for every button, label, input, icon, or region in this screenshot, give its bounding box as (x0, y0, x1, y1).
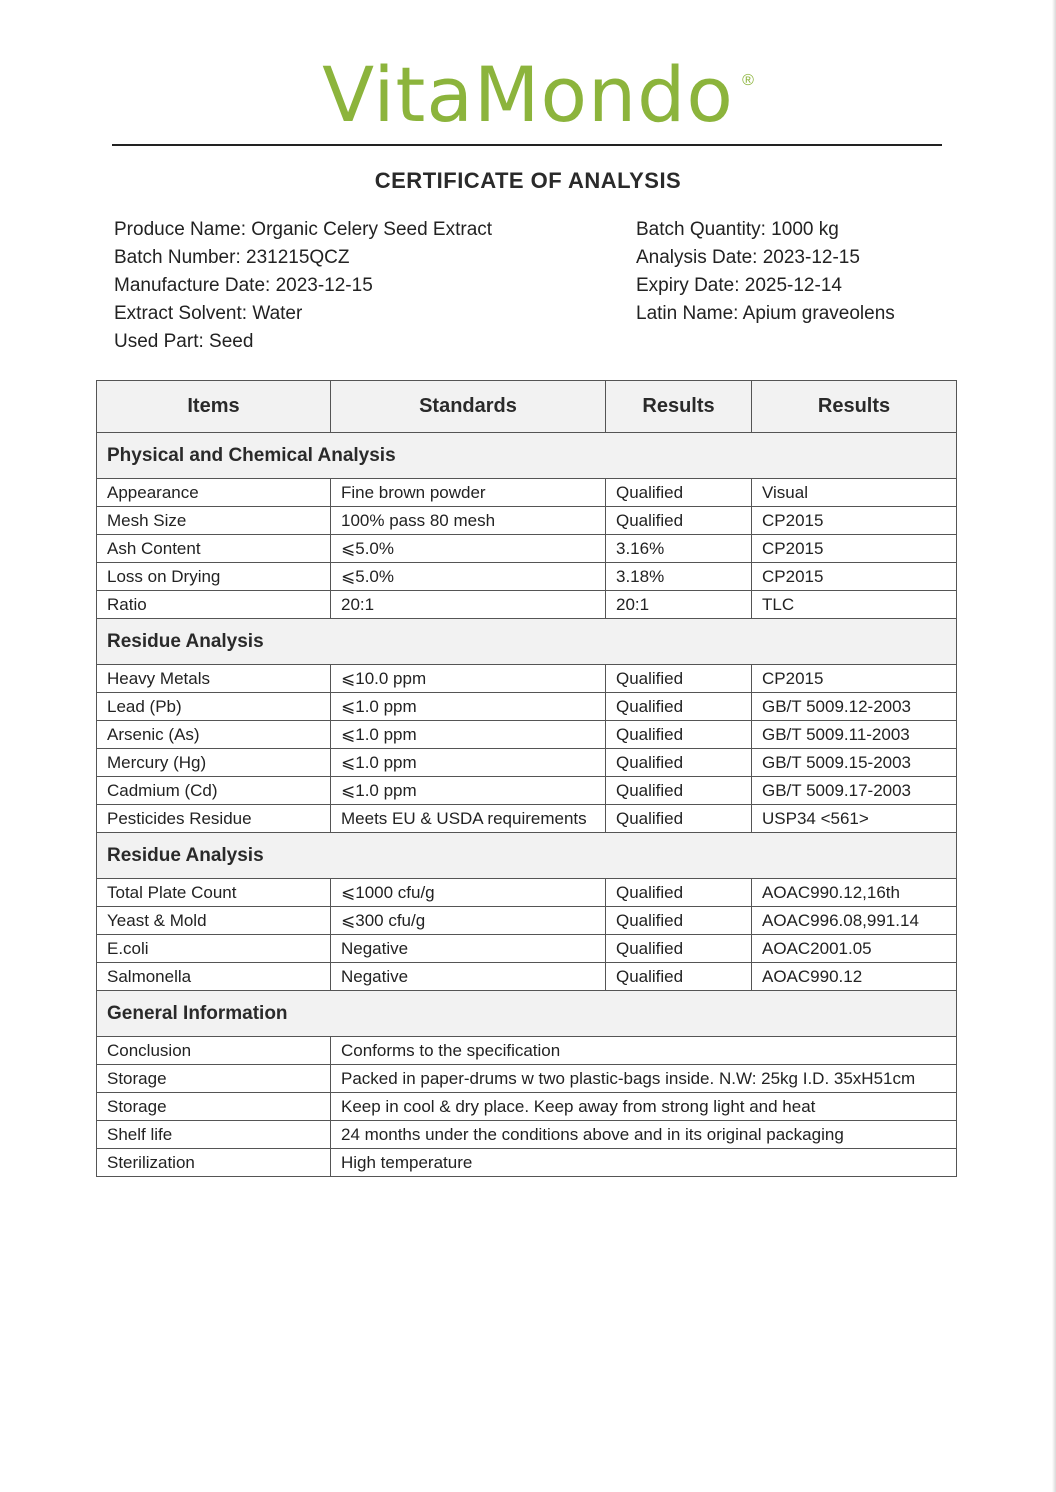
table-row (97, 479, 957, 507)
cell-standard: 20:1 (331, 591, 606, 619)
cell-item: Loss on Drying (97, 563, 331, 591)
brand-logo (0, 50, 1056, 140)
cell-method: CP2015 (752, 535, 957, 563)
cell-standard: Meets EU & USDA requirements (331, 805, 606, 833)
cell-description: High temperature (331, 1149, 957, 1177)
cell-item: Appearance (97, 479, 331, 507)
header-divider (112, 144, 942, 146)
section-title: Residue Analysis (97, 833, 957, 879)
cell-standard: ⩽5.0% (331, 563, 606, 591)
cell-standard: ⩽10.0 ppm (331, 665, 606, 693)
section-header (97, 433, 957, 479)
cell-description: Keep in cool & dry place. Keep away from strong light and heat (331, 1093, 957, 1121)
section-header (97, 991, 957, 1037)
used-part: Used Part: Seed (114, 331, 254, 352)
cell-method: AOAC990.12 (752, 963, 957, 991)
cell-result: Qualified (606, 721, 752, 749)
table-row (97, 907, 957, 935)
cell-standard: ⩽1.0 ppm (331, 777, 606, 805)
cell-result: Qualified (606, 749, 752, 777)
header-results: Results (606, 381, 752, 433)
cell-result: Qualified (606, 805, 752, 833)
table-row (97, 507, 957, 535)
cell-standard: Negative (331, 963, 606, 991)
table-row (97, 1065, 957, 1093)
section-title: General Information (97, 991, 957, 1037)
cell-method: GB/T 5009.15-2003 (752, 749, 957, 777)
cell-description: Conforms to the specification (331, 1037, 957, 1065)
analysis-table (96, 380, 957, 1177)
cell-item: Shelf life (97, 1121, 331, 1149)
cell-standard: Fine brown powder (331, 479, 606, 507)
cell-method: GB/T 5009.12-2003 (752, 693, 957, 721)
latin-name: Latin Name: Apium graveolens (636, 303, 895, 324)
cell-item: Salmonella (97, 963, 331, 991)
analysis-date: Analysis Date: 2023-12-15 (636, 247, 860, 268)
table-row (97, 963, 957, 991)
cell-method: GB/T 5009.11-2003 (752, 721, 957, 749)
table-row (97, 721, 957, 749)
cell-item: Conclusion (97, 1037, 331, 1065)
info-right-column (636, 216, 895, 328)
cell-item: Arsenic (As) (97, 721, 331, 749)
cell-result: Qualified (606, 777, 752, 805)
cell-standard: ⩽1.0 ppm (331, 749, 606, 777)
table-row (97, 1037, 957, 1065)
cell-standard: ⩽1000 cfu/g (331, 879, 606, 907)
cell-method: GB/T 5009.17-2003 (752, 777, 957, 805)
cell-method: USP34 <561> (752, 805, 957, 833)
page-edge (1052, 0, 1056, 1492)
cell-result: 20:1 (606, 591, 752, 619)
header-results-method: Results (752, 381, 957, 433)
table-row (97, 563, 957, 591)
cell-item: Sterilization (97, 1149, 331, 1177)
cell-item: Ash Content (97, 535, 331, 563)
section-title: Residue Analysis (97, 619, 957, 665)
cell-result: Qualified (606, 665, 752, 693)
table-row (97, 535, 957, 563)
cell-method: AOAC2001.05 (752, 935, 957, 963)
cell-item: Yeast & Mold (97, 907, 331, 935)
cell-item: Storage (97, 1093, 331, 1121)
batch-number: Batch Number: 231215QCZ (114, 247, 350, 268)
cell-method: CP2015 (752, 507, 957, 535)
extract-solvent: Extract Solvent: Water (114, 303, 303, 324)
document-title: CERTIFICATE OF ANALYSIS (374, 168, 682, 193)
cell-result: 3.18% (606, 563, 752, 591)
cell-item: Storage (97, 1065, 331, 1093)
cell-item: Heavy Metals (97, 665, 331, 693)
table-row (97, 1149, 957, 1177)
cell-result: Qualified (606, 693, 752, 721)
table-row (97, 805, 957, 833)
header-items: Items (97, 381, 331, 433)
info-left-column (114, 216, 492, 356)
cell-item: Lead (Pb) (97, 693, 331, 721)
cell-item: Ratio (97, 591, 331, 619)
table-row (97, 935, 957, 963)
cell-description: Packed in paper-drums w two plastic-bags inside. N.W: 25kg I.D. 35xH51cm (331, 1065, 957, 1093)
table-row (97, 1121, 957, 1149)
cell-result: Qualified (606, 935, 752, 963)
cell-result: 3.16% (606, 535, 752, 563)
brand-name: VitaMondo (322, 50, 734, 139)
cell-method: Visual (752, 479, 957, 507)
cell-item: Pesticides Residue (97, 805, 331, 833)
cell-standard: ⩽5.0% (331, 535, 606, 563)
cell-result: Qualified (606, 507, 752, 535)
cell-standard: Negative (331, 935, 606, 963)
cell-result: Qualified (606, 907, 752, 935)
cell-item: Total Plate Count (97, 879, 331, 907)
header-standards: Standards (331, 381, 606, 433)
table-row (97, 1093, 957, 1121)
cell-method: AOAC990.12,16th (752, 879, 957, 907)
section-title: Physical and Chemical Analysis (97, 433, 957, 479)
cell-item: Cadmium (Cd) (97, 777, 331, 805)
produce-name: Produce Name: Organic Celery Seed Extract (114, 219, 493, 240)
table-row (97, 879, 957, 907)
cell-result: Qualified (606, 963, 752, 991)
manufacture-date: Manufacture Date: 2023-12-15 (114, 275, 373, 296)
section-header (97, 833, 957, 879)
table-row (97, 665, 957, 693)
table-row (97, 777, 957, 805)
cell-result: Qualified (606, 879, 752, 907)
registered-mark: ® (742, 72, 754, 89)
cell-item: Mesh Size (97, 507, 331, 535)
cell-result: Qualified (606, 479, 752, 507)
table-header-row (97, 381, 957, 433)
section-header (97, 619, 957, 665)
expiry-date: Expiry Date: 2025-12-14 (636, 275, 842, 296)
cell-item: E.coli (97, 935, 331, 963)
cell-description: 24 months under the conditions above and in its original packaging (331, 1121, 957, 1149)
cell-standard: ⩽300 cfu/g (331, 907, 606, 935)
table-row (97, 591, 957, 619)
batch-quantity: Batch Quantity: 1000 kg (636, 219, 839, 240)
table-row (97, 749, 957, 777)
cell-method: AOAC996.08,991.14 (752, 907, 957, 935)
cell-method: CP2015 (752, 665, 957, 693)
cell-standard: 100% pass 80 mesh (331, 507, 606, 535)
cell-standard: ⩽1.0 ppm (331, 693, 606, 721)
table-row (97, 693, 957, 721)
cell-standard: ⩽1.0 ppm (331, 721, 606, 749)
cell-item: Mercury (Hg) (97, 749, 331, 777)
cell-method: CP2015 (752, 563, 957, 591)
cell-method: TLC (752, 591, 957, 619)
